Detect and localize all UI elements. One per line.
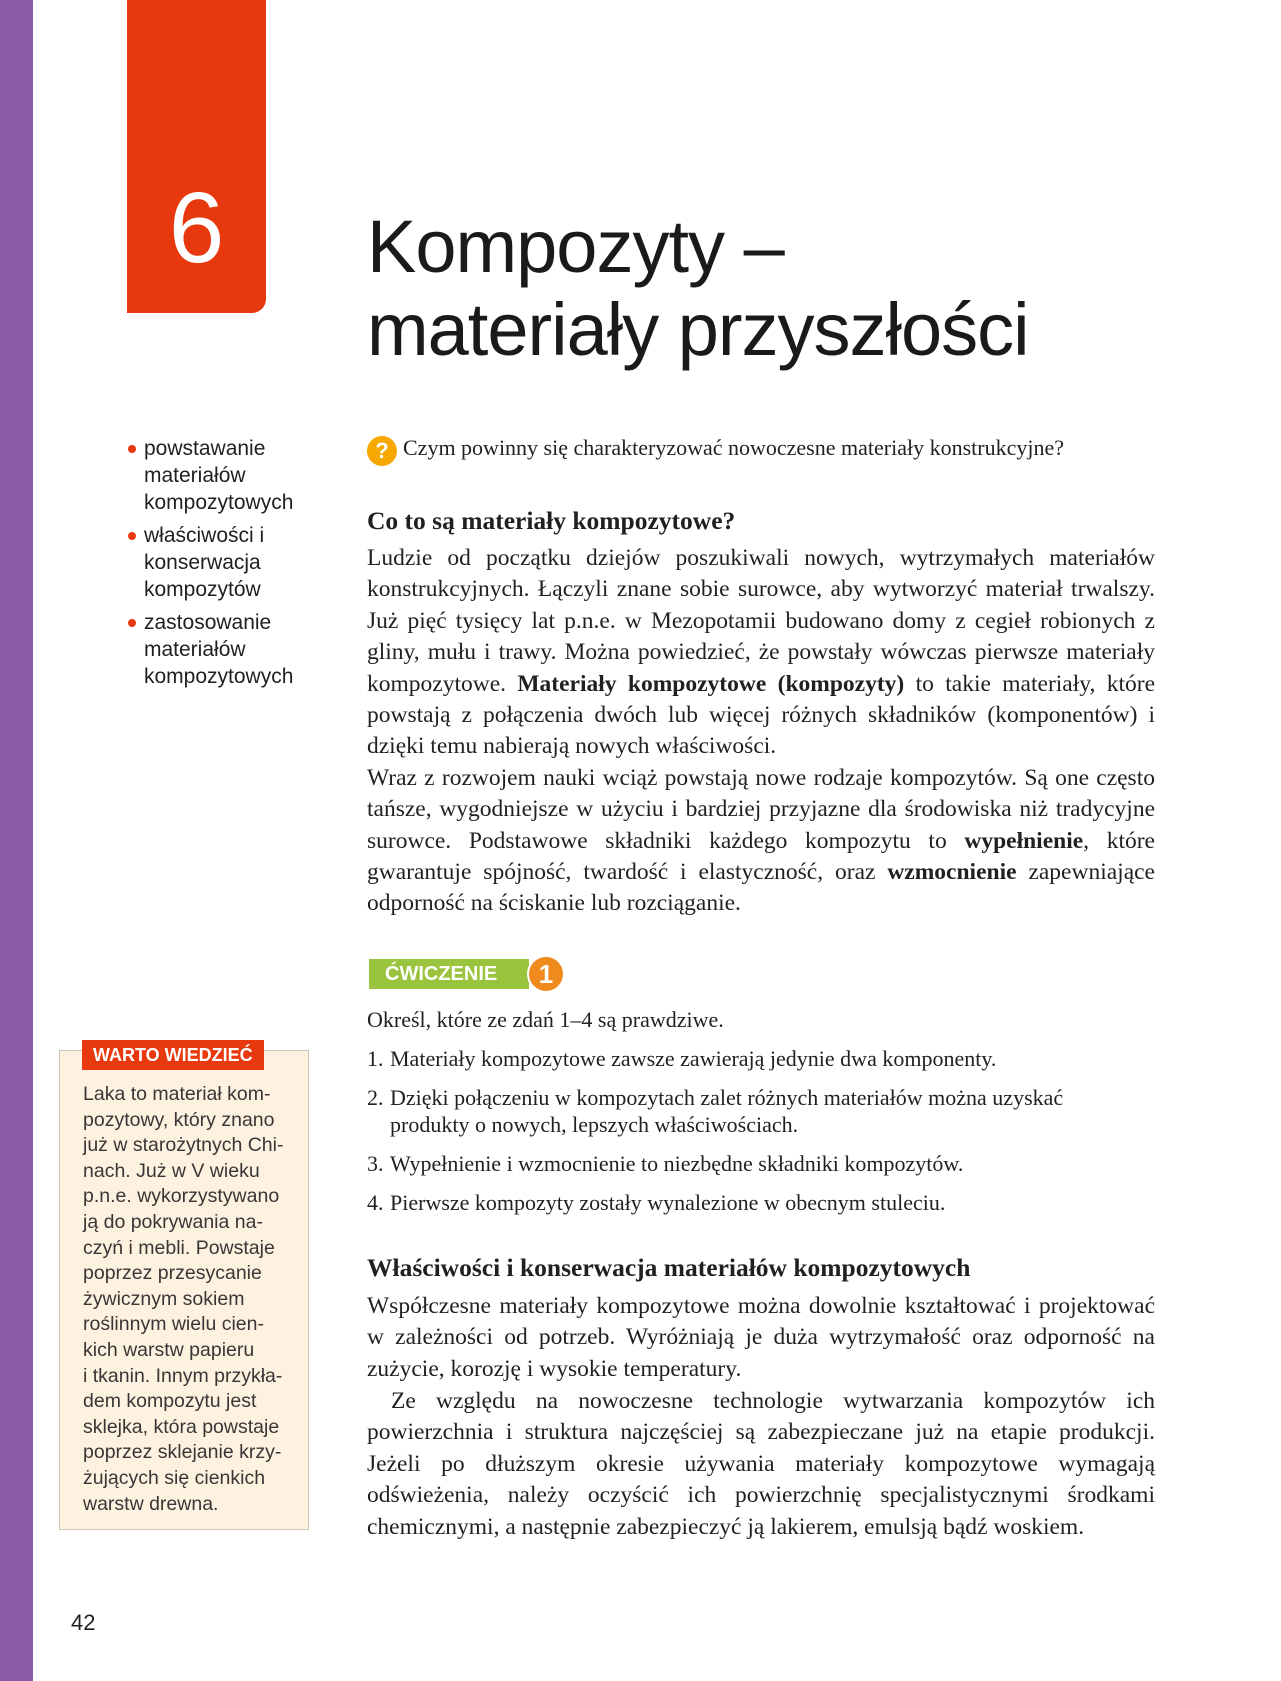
topic-item: powstawanie materiałów kompozytowych — [127, 435, 327, 516]
exercise-number-badge: 1 — [527, 955, 565, 993]
section1-paragraph: Ludzie od początku dziejów poszukiwali nowych, wytrzymałych materiałów konstrukcyjnych. Łączyli znane sobie surowce, aby wytworzyć materiał trwalszy. Już pięć tysięcy lat p.n.e. w Mezopotamii budowano domy z cegieł robionych z gliny, mułu i trawy. Można powiedzieć, że powstały wówczas pierwsze materiały kompozytowe. Materiały kompozytowe (kompozyty) to takie materiały, które powstają z połączenia dwóch lub więcej różnych składników (komponentów) i dzięki temu nabierają nowych właściwości. Wraz z rozwojem nauki wciąż powstają nowe rodzaje kompozytów. Są one często tańsze, wygodniejsze w użyciu i bardziej przyjazne dla środowiska niż tradycyjne surowce. Podstawowe składniki każdego kompozytu to wypełnienie, które gwarantuje spójność, twardość i elastyczność, oraz wzmocnienie zapewniające odporność na ściskanie lub rozciąganie. — [367, 545, 1156, 917]
exercise-item: 4. Pierwsze kompozyty zostały wynalezione w obecnym stuleciu. — [367, 1190, 946, 1215]
term-wypelnienie: wypełnienie — [964, 827, 1084, 854]
did-you-know-text: Laka to materiał kom- pozytowy, który znano już w starożytnych Chi- nach. Już w V wieku p.n.e. wykorzystywano ją do pokrywania na- czyń i mebli. Powstaje poprzez przesycanie żywicznym sokiem roślinnym wielu cien- kich warstw papieru i tkanin. Innym przykła- dem kompozytu jest sklejka, która powstaje poprzez sklejanie krzy- żujących się cienkich warstw drewna. — [83, 1083, 284, 1515]
question-text: Czym powinny się charakteryzować nowoczesne materiały konstrukcyjne? — [403, 435, 1064, 460]
exercise-label: ĆWICZENIE — [369, 959, 529, 989]
topic-item: właściwości i konserwacja kompozytów — [127, 522, 327, 603]
term-kompozyty: Materiały kompozytowe (kompozyty) — [517, 670, 905, 697]
exercise-item: 1. Materiały kompozytowe zawsze zawierają jedynie dwa komponenty. — [367, 1046, 997, 1071]
page-title — [367, 205, 1029, 371]
did-you-know-box — [59, 1045, 309, 1530]
chapter-number: 6 — [168, 172, 225, 284]
question-mark-icon: ? — [367, 436, 397, 466]
did-you-know-label: WARTO WIEDZIEĆ — [82, 1040, 264, 1070]
exercise-header — [369, 955, 569, 993]
exercise-item: 3. Wypełnienie i wzmocnienie to niezbędne składniki kompozytów. — [367, 1151, 964, 1176]
topics-list — [127, 435, 327, 696]
exercise-instruction: Określ, które ze zdań 1–4 są prawdziwe. — [367, 1007, 724, 1032]
exercise-item: 2. Dzięki połączeniu w kompozytach zalet różnych materiałów można uzyskać produkty o nowych, lepszych właściwościach. — [367, 1085, 1064, 1137]
section2-paragraph-2: Ze względu na nowoczesne technologie wytwarzania kompozytów ich powierzchnia i struktura najczęściej są zabezpieczane już na etapie produkcji. Jeżeli po dłuższym okresie używania materiały kompozytowe wymagają odświeżenia, należy oczyścić ich powierzchnię specjalistycznymi środkami chemicznymi, a następnie zabezpieczyć ją lakierem, emulsją bądź woskiem. — [367, 1388, 1155, 1540]
intro-question — [367, 433, 1147, 466]
exercise-list — [367, 1045, 1147, 1228]
section-heading-1: Co to są materiały kompozytowe? — [367, 506, 736, 535]
chapter-number-box — [127, 0, 266, 313]
section-heading-2: Właściwości i konserwacja materiałów kompozytowych — [367, 1253, 971, 1282]
purple-sidebar-strip — [0, 0, 33, 1681]
topic-item: zastosowanie materiałów kompozytowych — [127, 609, 327, 690]
term-wzmocnienie: wzmocnienie — [887, 859, 1017, 886]
title-line-1: Kompozyty – — [367, 205, 784, 288]
page-number: 42 — [71, 1610, 96, 1635]
section2-paragraph-1: Współczesne materiały kompozytowe można dowolnie kształtować i projektować w zależności od potrzeb. Wyróżniają je duża wytrzymałość oraz odporność na zużycie, korozję i wysokie temperatury. — [367, 1293, 1155, 1382]
title-line-2: materiały przyszłości — [367, 288, 1029, 371]
